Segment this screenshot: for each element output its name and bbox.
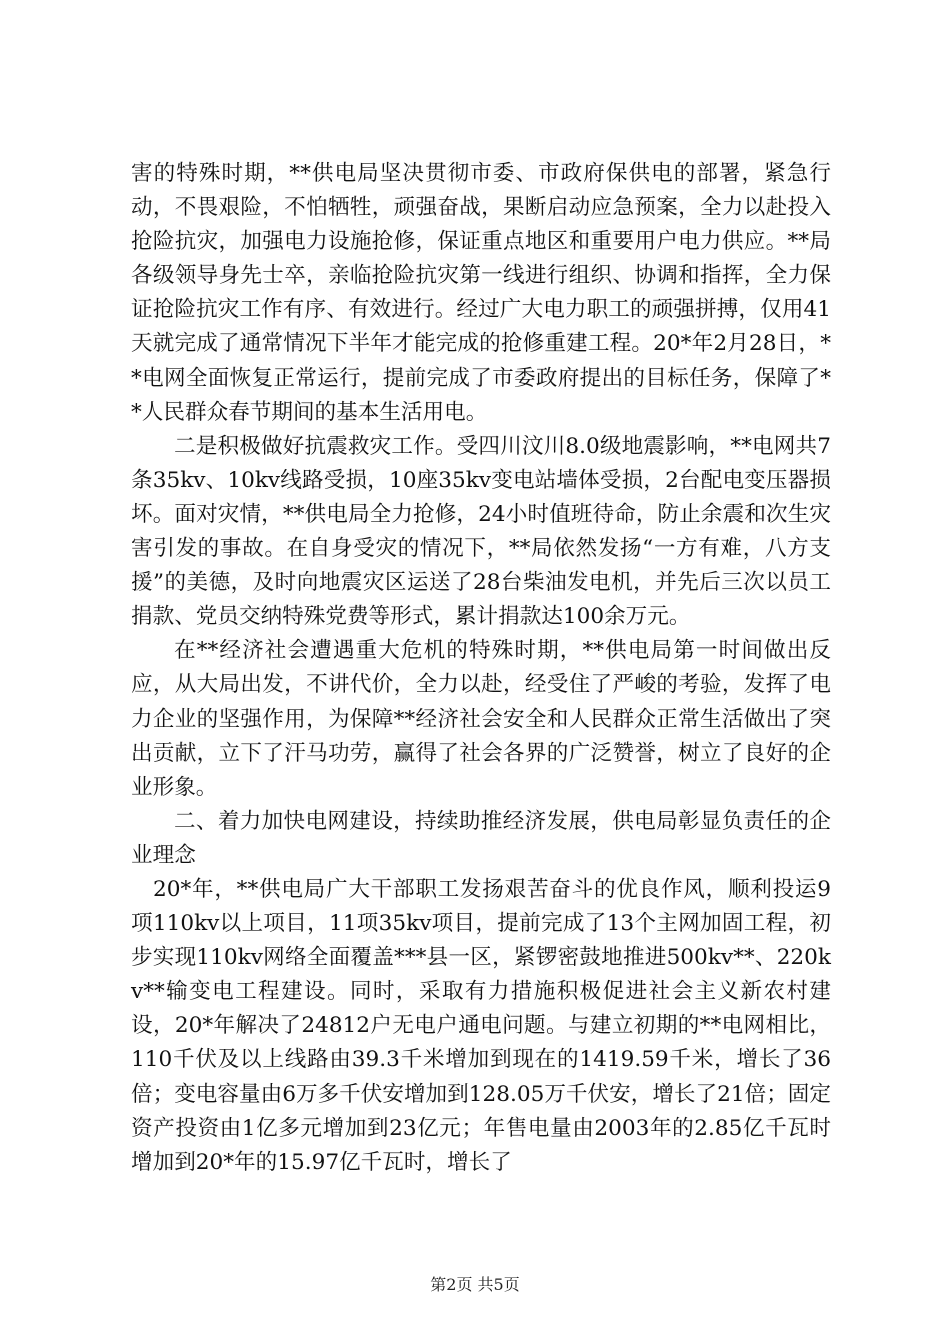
document-body bbox=[131, 157, 831, 1180]
paragraph-crisis-response: 在**经济社会遭遇重大危机的特殊时期，**供电局第一时间做出反应，从大局出发，不讲代价，全力以赴，经受住了严峻的考验，发挥了电力企业的坚强作用，为保障**经济社会安全和人民群众正常生活做出了突出贡献，立下了汗马功劳，赢得了社会各界的广泛赞誉，树立了良好的企业形象。 bbox=[131, 638, 831, 800]
paragraph-continued: 害的特殊时期，**供电局坚决贯彻市委、市政府保供电的部署，紧急行动，不畏艰险，不怕牺牲，顽强奋战，果断启动应急预案，全力以赴投入抢险抗灾，加强电力设施抢修，保证重点地区和重要用户电力供应。**局各级领导身先士卒，亲临抢险抗灾第一线进行组织、协调和指挥，全力保证抢险抗灾工作有序、有效进行。经过广大电力职工的顽强拼搏，仅用41天就完成了通常情况下半年才能完成的抢修重建工程。20*年2月28日，**电网全面恢复正常运行，提前完成了市委政府提出的目标任务，保障了**人民群众春节期间的基本生活用电。 bbox=[131, 161, 831, 425]
paragraph-earthquake-relief: 二是积极做好抗震救灾工作。受四川汶川8.0级地震影响，**电网共7条35kv、10kv线路受损，10座35kv变电站墙体受损，2台配电变压器损坏。面对灾情，**供电局全力抢修，24小时值班待命，防止余震和次生灾害引发的事故。在自身受灾的情况下，**局依然发扬“一方有难，八方支援”的美德，及时向地震灾区运送了28台柴油发电机，并先后三次以员工捐款、党员交纳特殊党费等形式，累计捐款达100余万元。 bbox=[131, 433, 831, 630]
paragraph-grid-statistics: 20*年，**供电局广大干部职工发扬艰苦奋斗的优良作风，顺利投运9项110kv以上项目，11项35kv项目，提前完成了13个主网加固工程，初步实现110kv网络全面覆盖***县一区，紧锣密鼓地推进500kv**、220kv**输变电工程建设。同时，采取有力措施积极促进社会主义新农村建设，20*年解决了24812户无电户通电问题。与建立初期的**电网相比，110千伏及以上线路由39.3千米增加到现在的1419.59千米，增长了36倍；变电容量由6万多千伏安增加到128.05万千伏安，增长了21倍；固定资产投资由1亿多元增加到23亿元；年售电量由2003年的2.85亿千瓦时增加到20*年的15.97亿千瓦时，增长了 bbox=[131, 876, 831, 1175]
section-heading-grid-construction: 二、着力加快电网建设，持续助推经济发展，供电局彰显负责任的企业理念 bbox=[131, 808, 831, 868]
page-footer: 第2页 共5页 bbox=[430, 1275, 520, 1294]
